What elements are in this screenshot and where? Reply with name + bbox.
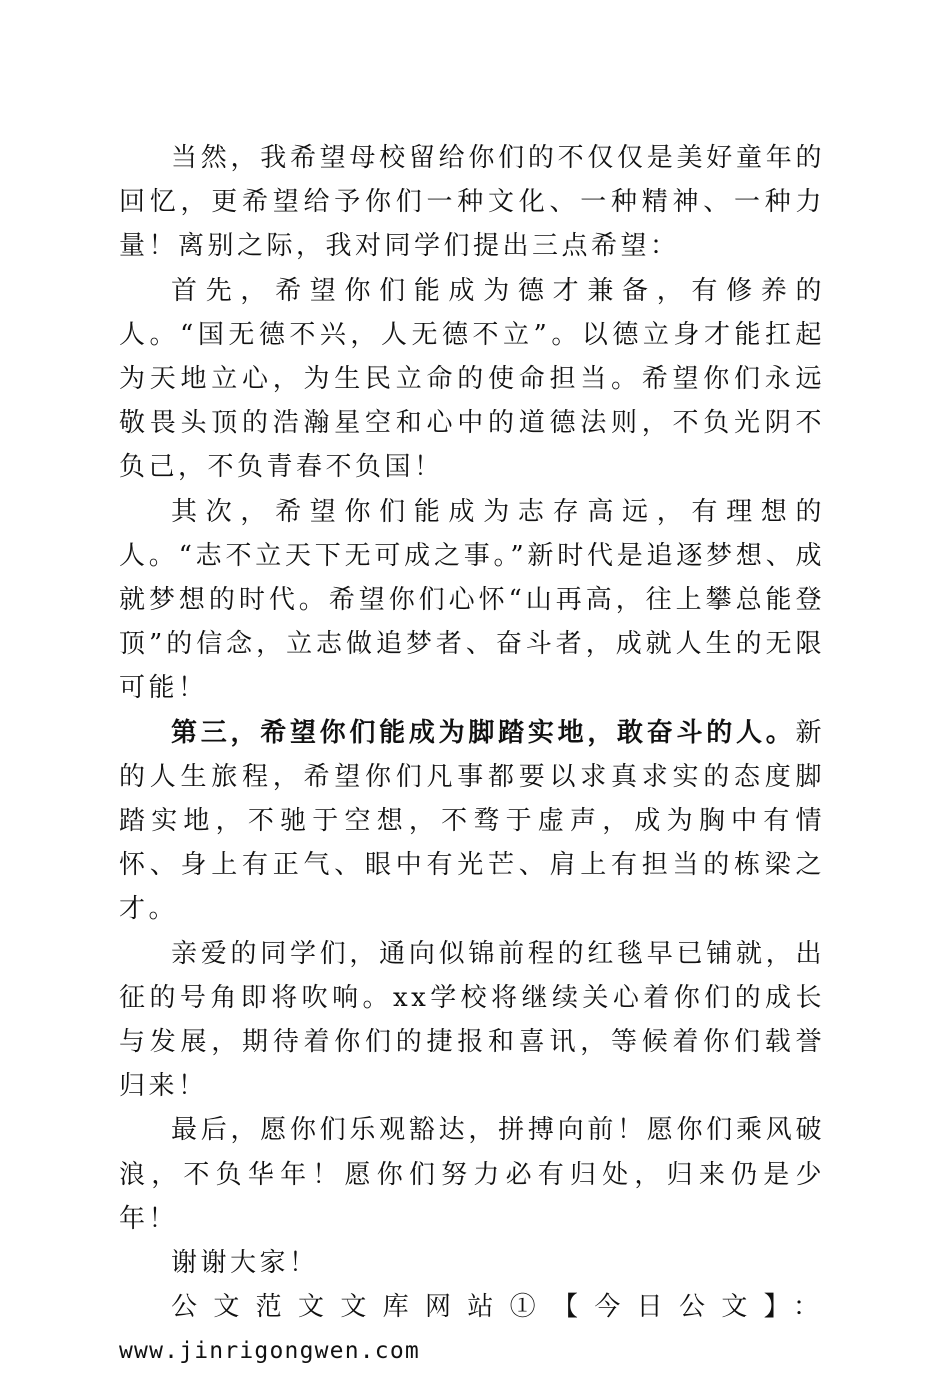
paragraph-first-hope: 首先，希望你们能成为德才兼备，有修养的人。“国无德不兴，人无德不立”。以德立身才能扛起为天地立心，为生民立命的使命担当。希望你们永远敬畏头顶的浩瀚星空和心中的道德法则，不负光阴不负己，不负青春不负国！: [119, 275, 825, 483]
paragraph-thanks: 谢谢大家！: [171, 1248, 319, 1279]
paragraph-dear-students: 亲爱的同学们，通向似锦前程的红毯早已铺就，出征的号角即将吹响。xx学校将继续关心着你们的成长与发展，期待着你们的捷报和喜讯，等候着你们载誉归来！: [119, 938, 825, 1102]
paragraph-third-hope-lead: 第三，希望你们能成为脚踏实地，敢奋斗的人。: [171, 717, 796, 748]
document-body: [119, 136, 825, 1374]
paragraph-third-hope-body: 新的人生旅程，希望你们凡事都要以求真求实的态度脚踏实地，不驰于空想，不骛于虚声，成为胸中有情怀、身上有正气、眼中有光芒、肩上有担当的栋梁之才。: [119, 717, 825, 925]
footer-site-label: 公文范文文库网站①【今日公文】：: [171, 1292, 825, 1323]
paragraph-second-hope: 其次，希望你们能成为志存高远，有理想的人。“志不立天下无可成之事。”新时代是追逐梦想、成就梦想的时代。希望你们心怀“山再高，往上攀总能登顶”的信念，立志做追梦者、奋斗者，成就人生的无限可能！: [119, 496, 825, 704]
footer-url[interactable]: www.jinrigongwen.com: [119, 1338, 420, 1365]
paragraph-hope-intro: 当然，我希望母校留给你们的不仅仅是美好童年的回忆，更希望给予你们一种文化、一种精神、一种力量！离别之际，我对同学们提出三点希望：: [119, 143, 825, 262]
paragraph-third-hope: [119, 711, 825, 932]
paragraph-final-wishes: 最后，愿你们乐观豁达，拼搏向前！愿你们乘风破浪，不负华年！愿你们努力必有归处，归来仍是少年！: [119, 1115, 825, 1234]
